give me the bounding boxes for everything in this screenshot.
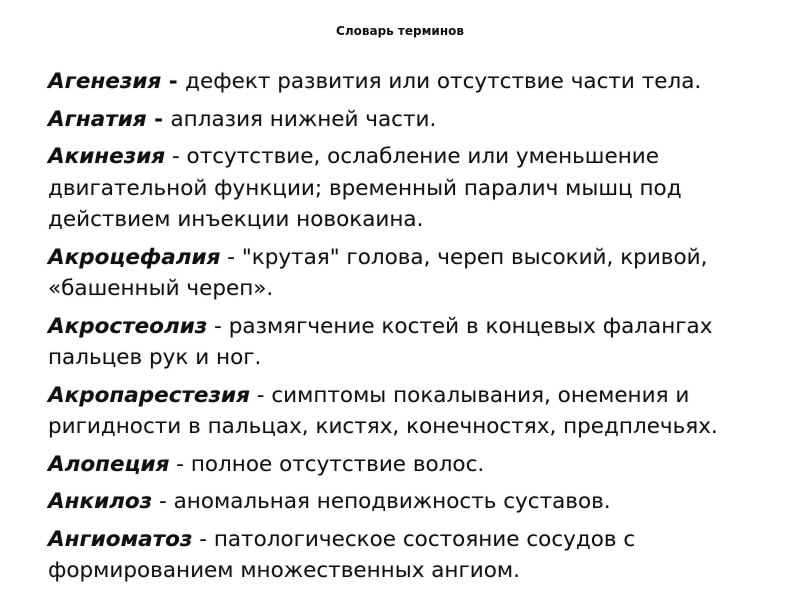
- glossary-separator: -: [192, 526, 214, 552]
- glossary-definition: полное отсутствие волос.: [190, 451, 485, 477]
- glossary-definition: "крутая" голова, череп высокий, кривой, «башенный череп».: [48, 244, 708, 301]
- glossary-term: Акроцефалия: [48, 244, 221, 270]
- glossary-definition: аномальная неподвижность суставов.: [173, 489, 611, 514]
- glossary-separator: -: [165, 144, 187, 169]
- glossary-term: Агенезия: [48, 69, 162, 94]
- glossary-term: Акропарестезия: [48, 382, 250, 408]
- glossary-entry: [48, 242, 748, 305]
- glossary-separator: -: [249, 382, 272, 408]
- page-title: Словарь терминов: [336, 24, 464, 38]
- glossary-separator: -: [161, 69, 186, 94]
- glossary-entry: [48, 524, 748, 587]
- glossary-term: Акинезия: [48, 144, 166, 169]
- glossary-term: Акростеолиз: [48, 313, 208, 339]
- glossary-definition: аплазия нижней части.: [170, 106, 437, 132]
- glossary-separator: -: [152, 489, 174, 514]
- glossary-term: Агнатия: [48, 106, 147, 132]
- glossary-entry: [48, 449, 748, 481]
- glossary-entry: [48, 486, 748, 518]
- glossary-separator: -: [146, 106, 171, 132]
- glossary-separator: -: [207, 313, 229, 339]
- glossary-entry: [48, 311, 748, 374]
- glossary-list: [48, 66, 748, 593]
- glossary-term: Ангиоматоз: [48, 526, 193, 552]
- glossary-definition: симптомы покалывания, онемения и ригидности в пальцах, кистях, конечностях, предплечьях.: [48, 382, 718, 439]
- glossary-separator: -: [220, 244, 242, 270]
- glossary-term: Алопеция: [48, 451, 170, 477]
- glossary-separator: -: [169, 451, 191, 477]
- glossary-term: Анкилоз: [48, 489, 153, 514]
- glossary-entry: [48, 66, 748, 98]
- glossary-definition: отсутствие, ослабление или уменьшение двигательной функции; временный паралич мышц под действием инъекции новокаина.: [48, 144, 682, 232]
- glossary-definition: дефект развития или отсутствие части тела.: [185, 69, 702, 94]
- glossary-definition: патологическое состояние сосудов с формированием множественных ангиом.: [48, 526, 636, 583]
- glossary-entry: [48, 380, 748, 443]
- glossary-entry: [48, 141, 748, 236]
- glossary-definition: размягчение костей в концевых фалангах пальцев рук и ног.: [48, 313, 713, 370]
- glossary-entry: [48, 104, 748, 136]
